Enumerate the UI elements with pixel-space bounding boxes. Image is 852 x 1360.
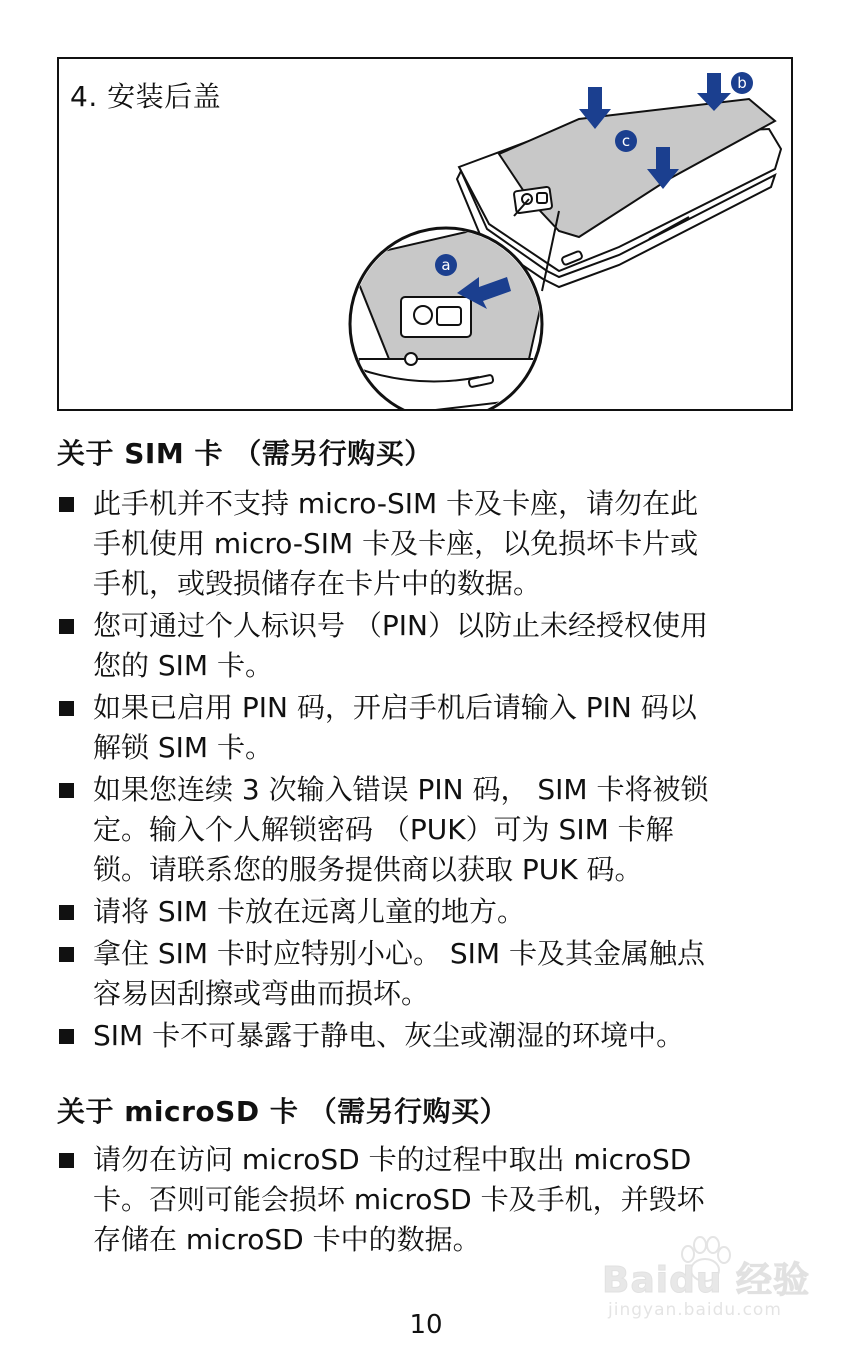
bullet-icon <box>59 1029 74 1044</box>
line: 此手机并不支持 micro-SIM 卡及卡座，请勿在此 <box>93 487 699 520</box>
sim-section-heading: 关于 SIM 卡 （需另行购买） <box>57 437 433 470</box>
line: 解锁 SIM 卡。 <box>93 731 273 764</box>
svg-text:c: c <box>621 132 631 150</box>
line: 容易因刮擦或弯曲而损坏。 <box>93 977 430 1010</box>
bullet-icon <box>59 1153 74 1168</box>
list-item <box>57 1016 797 1056</box>
line: 请将 SIM 卡放在远离儿童的地方。 <box>93 895 525 928</box>
line: 手机，或毁损储存在卡片中的数据。 <box>93 567 542 600</box>
line: 手机使用 micro-SIM 卡及卡座，以免损坏卡片或 <box>93 527 699 560</box>
installation-figure <box>57 57 793 411</box>
line: 如果您连续 3 次输入错误 PIN 码， SIM 卡将被锁 <box>93 773 709 806</box>
watermark-url: jingyan.baidu.com <box>608 1300 782 1320</box>
svg-text:a: a <box>441 256 451 274</box>
list-item <box>57 770 797 890</box>
line: 请勿在访问 microSD 卡的过程中取出 microSD <box>93 1143 692 1176</box>
bullet-icon <box>59 905 74 920</box>
bullet-icon <box>59 947 74 962</box>
list-item <box>57 688 797 768</box>
watermark-brand: Baidu 经验 <box>602 1260 811 1301</box>
list-item <box>57 606 797 686</box>
line: 您的 SIM 卡。 <box>93 649 273 682</box>
line: 卡。否则可能会损坏 microSD 卡及手机，并毁坏 <box>93 1183 705 1216</box>
bullet-icon <box>59 701 74 716</box>
bullet-icon <box>59 783 74 798</box>
bullet-icon <box>59 619 74 634</box>
sim-bullet-list <box>57 484 797 1058</box>
list-item <box>57 484 797 604</box>
bullet-icon <box>59 497 74 512</box>
step-title: 4. 安装后盖 <box>70 80 222 113</box>
svg-text:b: b <box>737 74 747 92</box>
line: 锁。请联系您的服务提供商以获取 PUK 码。 <box>93 853 643 886</box>
back-cover-illustration <box>59 59 793 411</box>
line: 存储在 microSD 卡中的数据。 <box>93 1223 481 1256</box>
callout-a <box>435 254 457 276</box>
line: SIM 卡不可暴露于静电、灰尘或潮湿的环境中。 <box>93 1019 685 1052</box>
line: 拿住 SIM 卡时应特别小心。 SIM 卡及其金属触点 <box>93 937 705 970</box>
callout-b <box>731 72 753 94</box>
microsd-section-heading: 关于 microSD 卡 （需另行购买） <box>57 1095 509 1128</box>
line: 定。输入个人解锁密码 （PUK）可为 SIM 卡解 <box>93 813 674 846</box>
line: 如果已启用 PIN 码，开启手机后请输入 PIN 码以 <box>93 691 697 724</box>
page-number: 10 <box>409 1310 443 1340</box>
line: 您可通过个人标识号 （PIN）以防止未经授权使用 <box>93 609 708 642</box>
callout-c <box>615 130 637 152</box>
list-item <box>57 892 797 932</box>
list-item <box>57 934 797 1014</box>
